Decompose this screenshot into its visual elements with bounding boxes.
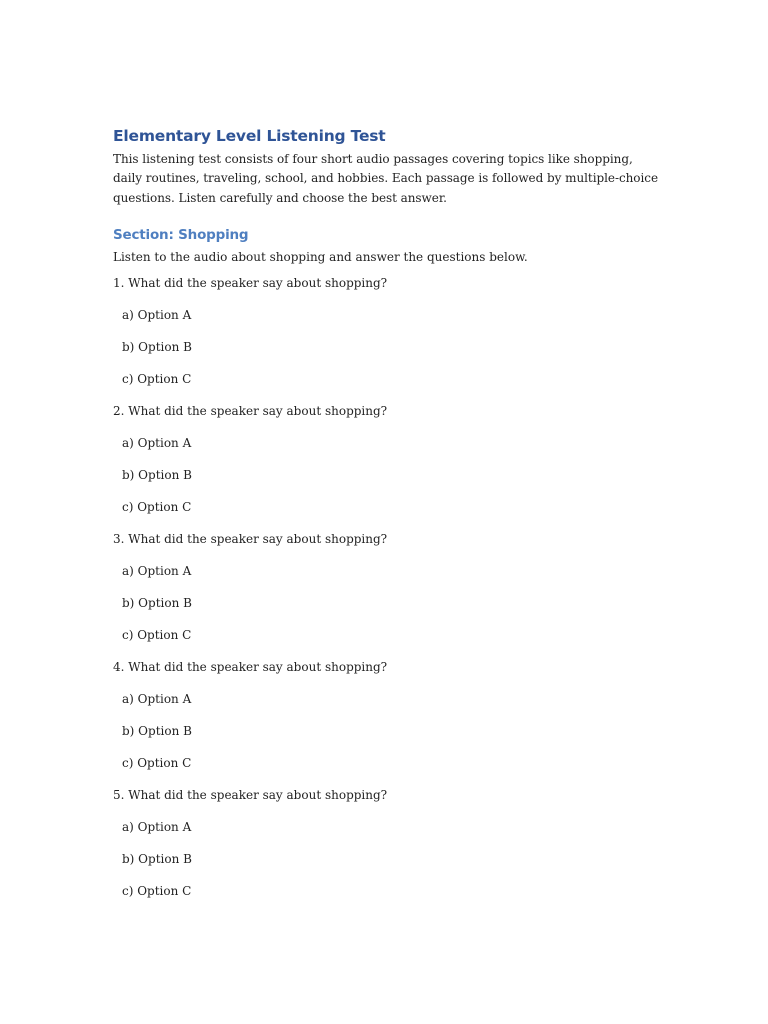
question-block	[113, 779, 658, 907]
answer-option: b) Option B	[122, 339, 192, 354]
question-block	[113, 651, 658, 779]
answer-option: c) Option C	[122, 883, 192, 898]
answer-option: a) Option A	[122, 435, 192, 450]
answer-option: c) Option C	[122, 499, 192, 514]
answer-option: b) Option B	[122, 851, 192, 866]
section-instruction: Listen to the audio about shopping and answer the questions below.	[113, 249, 528, 264]
question-text: 2. What did the speaker say about shopping?	[113, 403, 388, 418]
answer-option: b) Option B	[122, 467, 192, 482]
answer-option: a) Option A	[122, 819, 192, 834]
question-list	[113, 267, 658, 907]
question-block	[113, 395, 658, 523]
intro-paragraph: This listening test consists of four short audio passages covering topics like shopping, daily routines, traveling, school, and hobbies. Each passage is followed by multiple-choice questions. Listen carefully and choose the best answer.	[113, 152, 658, 205]
section-heading: Section: Shopping	[113, 226, 249, 243]
answer-option: a) Option A	[122, 691, 192, 706]
question-text: 3. What did the speaker say about shopping?	[113, 531, 388, 546]
document-title: Elementary Level Listening Test	[113, 127, 386, 145]
answer-option: c) Option C	[122, 371, 192, 386]
answer-option: a) Option A	[122, 563, 192, 578]
answer-option: b) Option B	[122, 595, 192, 610]
question-block	[113, 523, 658, 651]
answer-option: c) Option C	[122, 755, 192, 770]
document-page	[113, 124, 658, 907]
answer-option: c) Option C	[122, 627, 192, 642]
question-block	[113, 267, 658, 395]
question-text: 5. What did the speaker say about shopping?	[113, 787, 388, 802]
question-text: 1. What did the speaker say about shopping?	[113, 275, 388, 290]
question-text: 4. What did the speaker say about shopping?	[113, 659, 388, 674]
answer-option: a) Option A	[122, 307, 192, 322]
answer-option: b) Option B	[122, 723, 192, 738]
